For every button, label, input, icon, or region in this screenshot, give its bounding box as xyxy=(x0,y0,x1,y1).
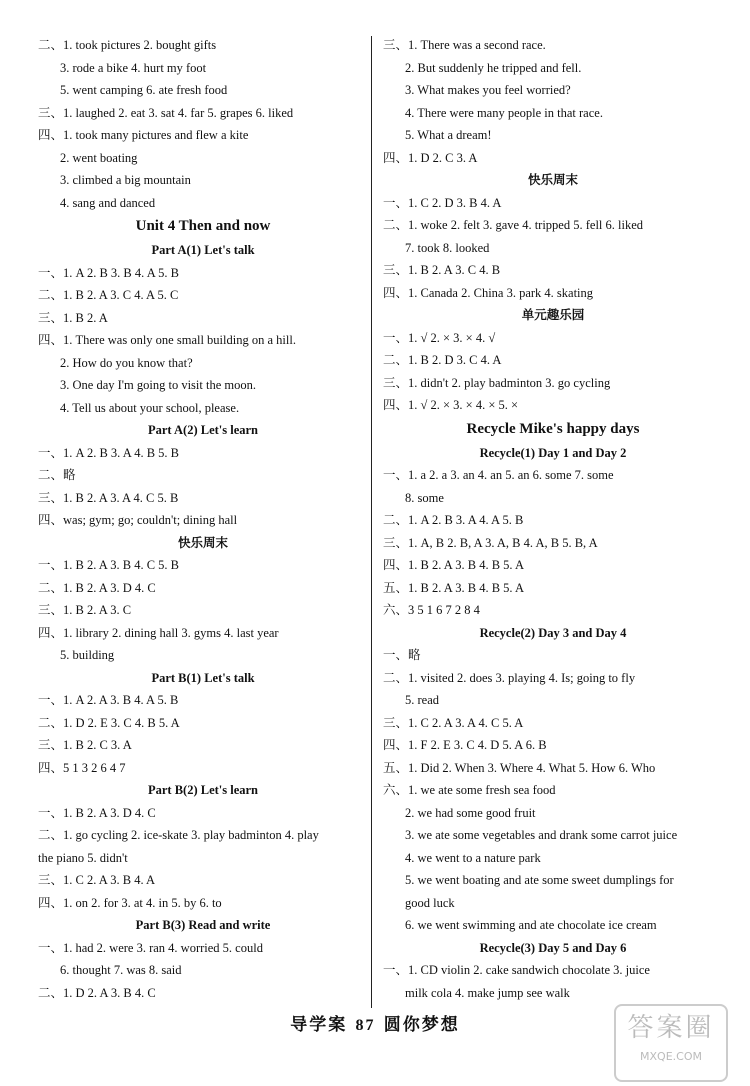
answer-line: good luck xyxy=(405,895,455,910)
answer-line: 三、1. B 2. A xyxy=(38,310,108,325)
answer-line: 二、1. took pictures 2. bought gifts xyxy=(38,38,217,52)
answer-line: milk cola 4. make jump see walk xyxy=(405,985,570,1000)
section-heading: Part A(2) Let's learn xyxy=(147,423,259,437)
answer-line: 二、1. D 2. E 3. C 4. B 5. A xyxy=(38,715,180,730)
answer-line: 四、1. Canada 2. China 3. park 4. skating xyxy=(383,285,594,300)
answer-line: 7. took 8. looked xyxy=(405,240,490,255)
watermark-logo xyxy=(614,1004,728,1082)
answer-line: 四、1. library 2. dining hall 3. gyms 4. last year xyxy=(38,625,279,640)
answer-line: 六、1. we ate some fresh sea food xyxy=(383,783,556,797)
answer-line: 3. climbed a big mountain xyxy=(60,173,191,187)
answer-line: 3. rode a bike 4. hurt my foot xyxy=(60,60,207,75)
right-column xyxy=(383,34,723,1004)
answer-line: 一、1. A 2. B 3. B 4. A 5. B xyxy=(38,265,179,280)
answer-line: 一、1. A 2. A 3. B 4. A 5. B xyxy=(38,693,179,707)
answer-line: 二、略 xyxy=(38,468,76,482)
answer-line: 二、1. A 2. B 3. A 4. A 5. B xyxy=(383,513,524,527)
answer-line: the piano 5. didn't xyxy=(38,850,128,865)
answer-line: 三、1. C 2. A 3. B 4. A xyxy=(38,873,156,887)
answer-line: 四、1. on 2. for 3. at 4. in 5. by 6. to xyxy=(38,895,222,910)
answer-line: 3. One day I'm going to visit the moon. xyxy=(60,378,256,392)
answer-line: 2. we had some good fruit xyxy=(405,805,536,820)
answer-line: 三、1. B 2. A 3. A 4. C 5. B xyxy=(38,490,179,505)
answer-line: 4. sang and danced xyxy=(60,195,156,210)
section-heading: Part B(2) Let's learn xyxy=(147,783,259,797)
section-heading: Recycle(2) Day 3 and Day 4 xyxy=(479,625,627,640)
page-number: 87 xyxy=(355,1017,376,1034)
answer-line: 4. There were many people in that race. xyxy=(405,105,603,120)
answer-line: 一、略 xyxy=(383,648,421,662)
answer-line: 5. What a dream! xyxy=(405,128,492,142)
answer-line: 三、1. B 2. A 3. C xyxy=(38,603,132,617)
section-heading: Unit 4 Then and now xyxy=(135,218,271,234)
answer-line: 5. building xyxy=(60,648,115,662)
section-heading: Part A(1) Let's talk xyxy=(151,243,255,257)
watermark-brand: 答案圈 xyxy=(627,1013,715,1043)
answer-line: 三、1. B 2. C 3. A xyxy=(38,738,132,752)
answer-line: 2. went boating xyxy=(60,150,138,165)
footer-right-text: 圆你梦想 xyxy=(383,1015,460,1034)
answer-line: 5. read xyxy=(405,693,440,707)
answer-line: 三、1. B 2. A 3. C 4. B xyxy=(383,263,501,277)
footer-left-text: 导学案 xyxy=(290,1015,348,1034)
answer-line: 四、1. √ 2. × 3. × 4. × 5. × xyxy=(383,398,519,412)
answer-line: 一、1. CD violin 2. cake sandwich chocolate 3. juice xyxy=(383,963,650,977)
section-heading: Part B(1) Let's talk xyxy=(151,670,255,685)
answer-line: 3. we ate some vegetables and drank some carrot juice xyxy=(405,828,678,842)
answer-line: 三、1. C 2. A 3. A 4. C 5. A xyxy=(383,715,524,730)
answer-line: 四、1. took many pictures and flew a kite xyxy=(38,128,249,142)
answer-line: 四、1. D 2. C 3. A xyxy=(383,150,478,165)
answer-line: 五、1. Did 2. When 3. Where 4. What 5. How 6. Who xyxy=(383,760,656,775)
answer-line: 4. Tell us about your school, please. xyxy=(60,400,240,415)
section-heading: Recycle(1) Day 1 and Day 2 xyxy=(479,445,627,460)
answer-line: 三、1. didn't 2. play badminton 3. go cycling xyxy=(383,375,611,390)
answer-line: 6. thought 7. was 8. said xyxy=(60,963,182,977)
answer-line: 一、1. B 2. A 3. B 4. C 5. B xyxy=(38,558,179,572)
answer-line: 二、1. B 2. A 3. D 4. C xyxy=(38,580,156,595)
answer-line: 6. we went swimming and ate chocolate ice cream xyxy=(405,918,657,932)
answer-line: 四、5 1 3 2 6 4 7 xyxy=(38,760,126,775)
answer-line: 二、1. D 2. A 3. B 4. C xyxy=(38,985,156,1000)
answer-line: 三、1. A, B 2. B, A 3. A, B 4. A, B 5. B, A xyxy=(383,535,598,550)
answer-line: 2. But suddenly he tripped and fell. xyxy=(405,60,582,75)
answer-line: 三、1. laughed 2. eat 3. sat 4. far 5. grapes 6. liked xyxy=(38,105,294,120)
answer-line: 四、1. There was only one small building on a hill. xyxy=(38,333,296,347)
answer-line: 三、1. There was a second race. xyxy=(383,38,546,52)
section-heading: 快乐周末 xyxy=(527,173,578,187)
answer-line: 2. How do you know that? xyxy=(60,355,193,370)
watermark-site: MXQE.COM xyxy=(640,1050,702,1063)
answer-line: 四、1. B 2. A 3. B 4. B 5. A xyxy=(383,558,524,572)
section-heading: 快乐周末 xyxy=(177,535,228,550)
answer-line: 二、1. go cycling 2. ice-skate 3. play badminton 4. play xyxy=(38,828,319,842)
answer-line: 六、3 5 1 6 7 2 8 4 xyxy=(383,603,480,617)
answer-line: 8. some xyxy=(405,490,444,505)
answer-line: 一、1. C 2. D 3. B 4. A xyxy=(383,195,502,210)
answer-line: 二、1. B 2. D 3. C 4. A xyxy=(383,353,502,367)
column-divider xyxy=(371,36,372,1008)
answer-line: 一、1. B 2. A 3. D 4. C xyxy=(38,805,156,820)
answer-line: 4. we went to a nature park xyxy=(405,850,541,865)
section-heading: 单元趣乐园 xyxy=(521,308,585,322)
answer-line: 五、1. B 2. A 3. B 4. B 5. A xyxy=(383,580,524,595)
answer-line: 四、1. F 2. E 3. C 4. D 5. A 6. B xyxy=(383,738,547,752)
answer-line: 二、1. B 2. A 3. C 4. A 5. C xyxy=(38,288,179,302)
answer-line: 5. went camping 6. ate fresh food xyxy=(60,83,228,97)
section-heading: Part B(3) Read and write xyxy=(135,918,271,932)
answer-line: 5. we went boating and ate some sweet dumplings for xyxy=(405,873,674,887)
answer-line: 一、1. a 2. a 3. an 4. an 5. an 6. some 7. some xyxy=(383,468,614,482)
answer-line: 二、1. visited 2. does 3. playing 4. Is; going to fly xyxy=(383,670,636,685)
section-heading: Recycle Mike's happy days xyxy=(466,420,640,437)
answer-line: 四、was; gym; go; couldn't; dining hall xyxy=(38,513,238,527)
section-heading: Recycle(3) Day 5 and Day 6 xyxy=(479,940,627,955)
answer-line: 二、1. woke 2. felt 3. gave 4. tripped 5. fell 6. liked xyxy=(383,218,644,232)
answer-line: 一、1. √ 2. × 3. × 4. √ xyxy=(383,330,496,345)
answer-line: 一、1. A 2. B 3. A 4. B 5. B xyxy=(38,445,179,460)
left-column xyxy=(38,34,368,1004)
answer-line: 3. What makes you feel worried? xyxy=(405,83,571,97)
answer-line: 一、1. had 2. were 3. ran 4. worried 5. could xyxy=(38,940,263,955)
